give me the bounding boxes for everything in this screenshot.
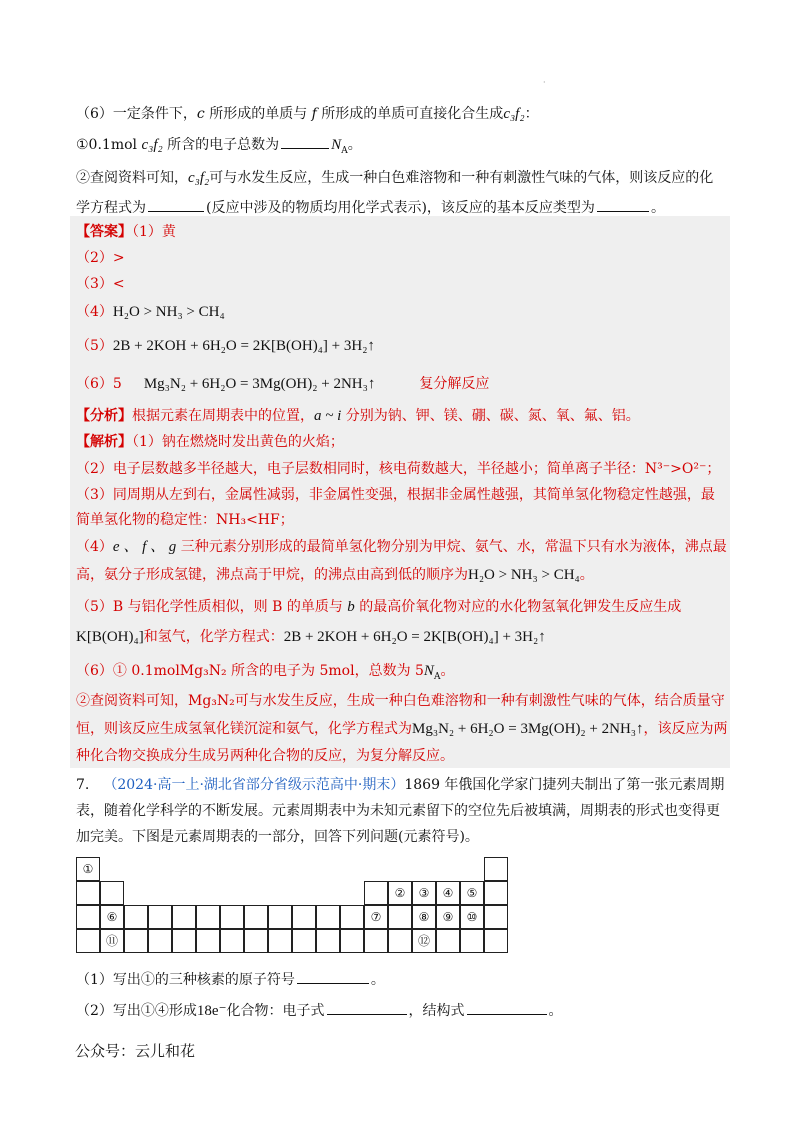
table-cell-labeled: ⑧ bbox=[412, 905, 436, 929]
answer-line-1: 【答案】（1）黄 bbox=[76, 224, 176, 240]
explanation-line-4b: 高，氨分子形成氢键，沸点高于甲烷，的沸点由高到低的顺序为H₂O > NH₃ > CH₄。 bbox=[76, 567, 594, 583]
table-cell bbox=[388, 905, 412, 929]
q7-line-1: 7. （2024·高一上·湖北省部分省级示范高中·期末）1869 年俄国化学家门捷列夫制出了第一张元素周期 bbox=[76, 777, 725, 793]
table-cell bbox=[340, 905, 364, 929]
answer-line-6: （6）5 Mg₃N₂ + 6H₂O = 3Mg(OH)₂ + 2NH₃↑ 复分解反应 bbox=[76, 376, 490, 392]
table-cell bbox=[244, 905, 268, 929]
q6-sub2-line1: ②查阅资料可知，c₃f₂可与水发生反应，生成一种白色难溶物和一种有刺激性气味的气体，则该反应的化 bbox=[76, 170, 714, 186]
table-cell-labeled: ③ bbox=[412, 881, 436, 905]
answer-line-4: （4）H₂O > NH₃ > CH₄ bbox=[76, 304, 225, 320]
table-cell-labeled: ⑩ bbox=[460, 905, 484, 929]
table-cell-labeled: ⑤ bbox=[460, 881, 484, 905]
table-cell bbox=[460, 929, 484, 953]
table-cell-labeled: ④ bbox=[436, 881, 460, 905]
table-cell-labeled: ⑪ bbox=[100, 929, 124, 953]
table-cell bbox=[292, 929, 316, 953]
table-cell bbox=[268, 929, 292, 953]
table-cell-labeled: ② bbox=[388, 881, 412, 905]
explanation-line-5b: K[B(OH)₄]和氢气，化学方程式：2B + 2KOH + 6H₂O = 2K[B(OH)₄] + 3H₂↑ bbox=[76, 629, 546, 645]
table-cell bbox=[484, 929, 508, 953]
table-cell bbox=[220, 905, 244, 929]
answer-line-5: （5）2B + 2KOH + 6H₂O = 2K[B(OH)₄] + 3H₂↑ bbox=[76, 338, 375, 354]
q7-line-2: 表，随着化学科学的不断发展。元素周期表中为未知元素留下的空位先后被填满，周期表的形式也变得更 bbox=[76, 803, 720, 819]
explanation-line-1: 【解析】（1）钠在燃烧时发出黄色的火焰； bbox=[76, 434, 344, 450]
table-cell-labeled: ⑨ bbox=[436, 905, 460, 929]
q6-sub1: ①0.1mol c₃f₂ 所含的电子总数为 $N_A$。 bbox=[76, 134, 362, 161]
answer-blank[interactable] bbox=[281, 134, 329, 149]
table-cell bbox=[484, 881, 508, 905]
table-cell bbox=[316, 929, 340, 953]
explanation-line-2: （2）电子层数越多半径越大，电子层数相同时，核电荷数越大，半径越小；简单离子半径：N³⁻>O²⁻； bbox=[76, 461, 721, 477]
table-cell bbox=[196, 929, 220, 953]
table-cell bbox=[148, 905, 172, 929]
table-cell bbox=[364, 881, 388, 905]
table-cell-labeled: ⑦ bbox=[364, 905, 388, 929]
table-cell bbox=[76, 905, 100, 929]
answer-blank[interactable] bbox=[467, 1000, 547, 1015]
answer-line-2: （2）> bbox=[76, 250, 125, 266]
q6-stem: （6）一定条件下，c 所形成的单质与 f 所形成的单质可直接化合生成c₃f₂： bbox=[76, 106, 539, 122]
explanation-line-5a: （5）B 与铝化学性质相似，则 B 的单质与 b 的最高价氧化物对应的水化物氢氧化钾发生反应生成 bbox=[76, 599, 682, 615]
table-cell bbox=[244, 929, 268, 953]
table-cell-labeled: ⑫ bbox=[412, 929, 436, 953]
table-cell bbox=[268, 905, 292, 929]
table-cell bbox=[124, 929, 148, 953]
table-cell bbox=[484, 857, 508, 881]
table-cell bbox=[292, 905, 316, 929]
explanation-line-3b: 简单氢化物的稳定性：NH₃<HF； bbox=[76, 512, 294, 528]
explanation-line-3a: （3）同周期从左到右，金属性减弱，非金属性变强，根据非金属性越强，其简单氢化物稳定性越强，最 bbox=[76, 487, 715, 503]
table-cell bbox=[76, 929, 100, 953]
table-cell bbox=[76, 881, 100, 905]
answer-line-3: （3）< bbox=[76, 276, 125, 292]
table-cell bbox=[316, 905, 340, 929]
table-cell bbox=[220, 929, 244, 953]
table-cell bbox=[484, 905, 508, 929]
table-cell bbox=[124, 905, 148, 929]
explanation-line-4a: （4）e 、 f 、 g 三种元素分别形成的最简单氢化物分别为甲烷、氨气、水，常温下只有水为液体，沸点最 bbox=[76, 539, 727, 555]
table-cell bbox=[436, 929, 460, 953]
q7-line-3: 加完美。下图是元素周期表的一部分，回答下列问题(元素符号)。 bbox=[76, 829, 479, 845]
table-cell bbox=[100, 881, 124, 905]
explanation-line-6d: 种化合物交换成分生成另两种化合物的反应，为复分解反应。 bbox=[76, 748, 454, 764]
analysis-line: 【分析】根据元素在周期表中的位置，a ~ i 分别为钠、钾、镁、硼、碳、氮、氧、氟、铝。 bbox=[76, 408, 640, 424]
table-cell bbox=[340, 929, 364, 953]
answer-blank[interactable] bbox=[327, 1000, 407, 1015]
q7-sub2: （2）写出①④形成18e⁻化合物：电子式 ，结构式 。 bbox=[76, 1000, 563, 1021]
table-cell-labeled: ⑥ bbox=[100, 905, 124, 929]
table-cell bbox=[364, 929, 388, 953]
table-cell bbox=[148, 929, 172, 953]
answer-blank[interactable] bbox=[148, 197, 204, 212]
q7-sub1: （1）写出①的三种核素的原子符号 。 bbox=[76, 969, 385, 990]
table-cell bbox=[172, 905, 196, 929]
explanation-line-6b: ②查阅资料可知，Mg₃N₂可与水发生反应，生成一种白色难溶物和一种有刺激性气味的气体，结合质量守 bbox=[76, 693, 725, 709]
table-cell bbox=[196, 905, 220, 929]
explanation-line-6a: （6）① 0.1molMg₃N₂ 所含的电子为 5mol，总数为 $5N_A$。 bbox=[76, 663, 455, 682]
scan-dot: · bbox=[543, 78, 546, 87]
explanation-line-6c: 恒，则该反应生成氢氧化镁沉淀和氨气，化学方程式为Mg₃N₂ + 6H₂O = 3Mg(OH)₂ + 2NH₃↑，该反应为两 bbox=[76, 721, 728, 737]
table-cell bbox=[172, 929, 196, 953]
q6-sub2-line2: 学方程式为 (反应中涉及的物质均用化学式表示)，该反应的基本反应类型为 。 bbox=[76, 197, 665, 218]
table-cell-labeled: ① bbox=[76, 857, 100, 881]
answer-blank[interactable] bbox=[297, 969, 369, 984]
answer-blank[interactable] bbox=[597, 197, 649, 212]
table-cell bbox=[388, 929, 412, 953]
footer-watermark: 公众号：云儿和花 bbox=[75, 1042, 196, 1060]
